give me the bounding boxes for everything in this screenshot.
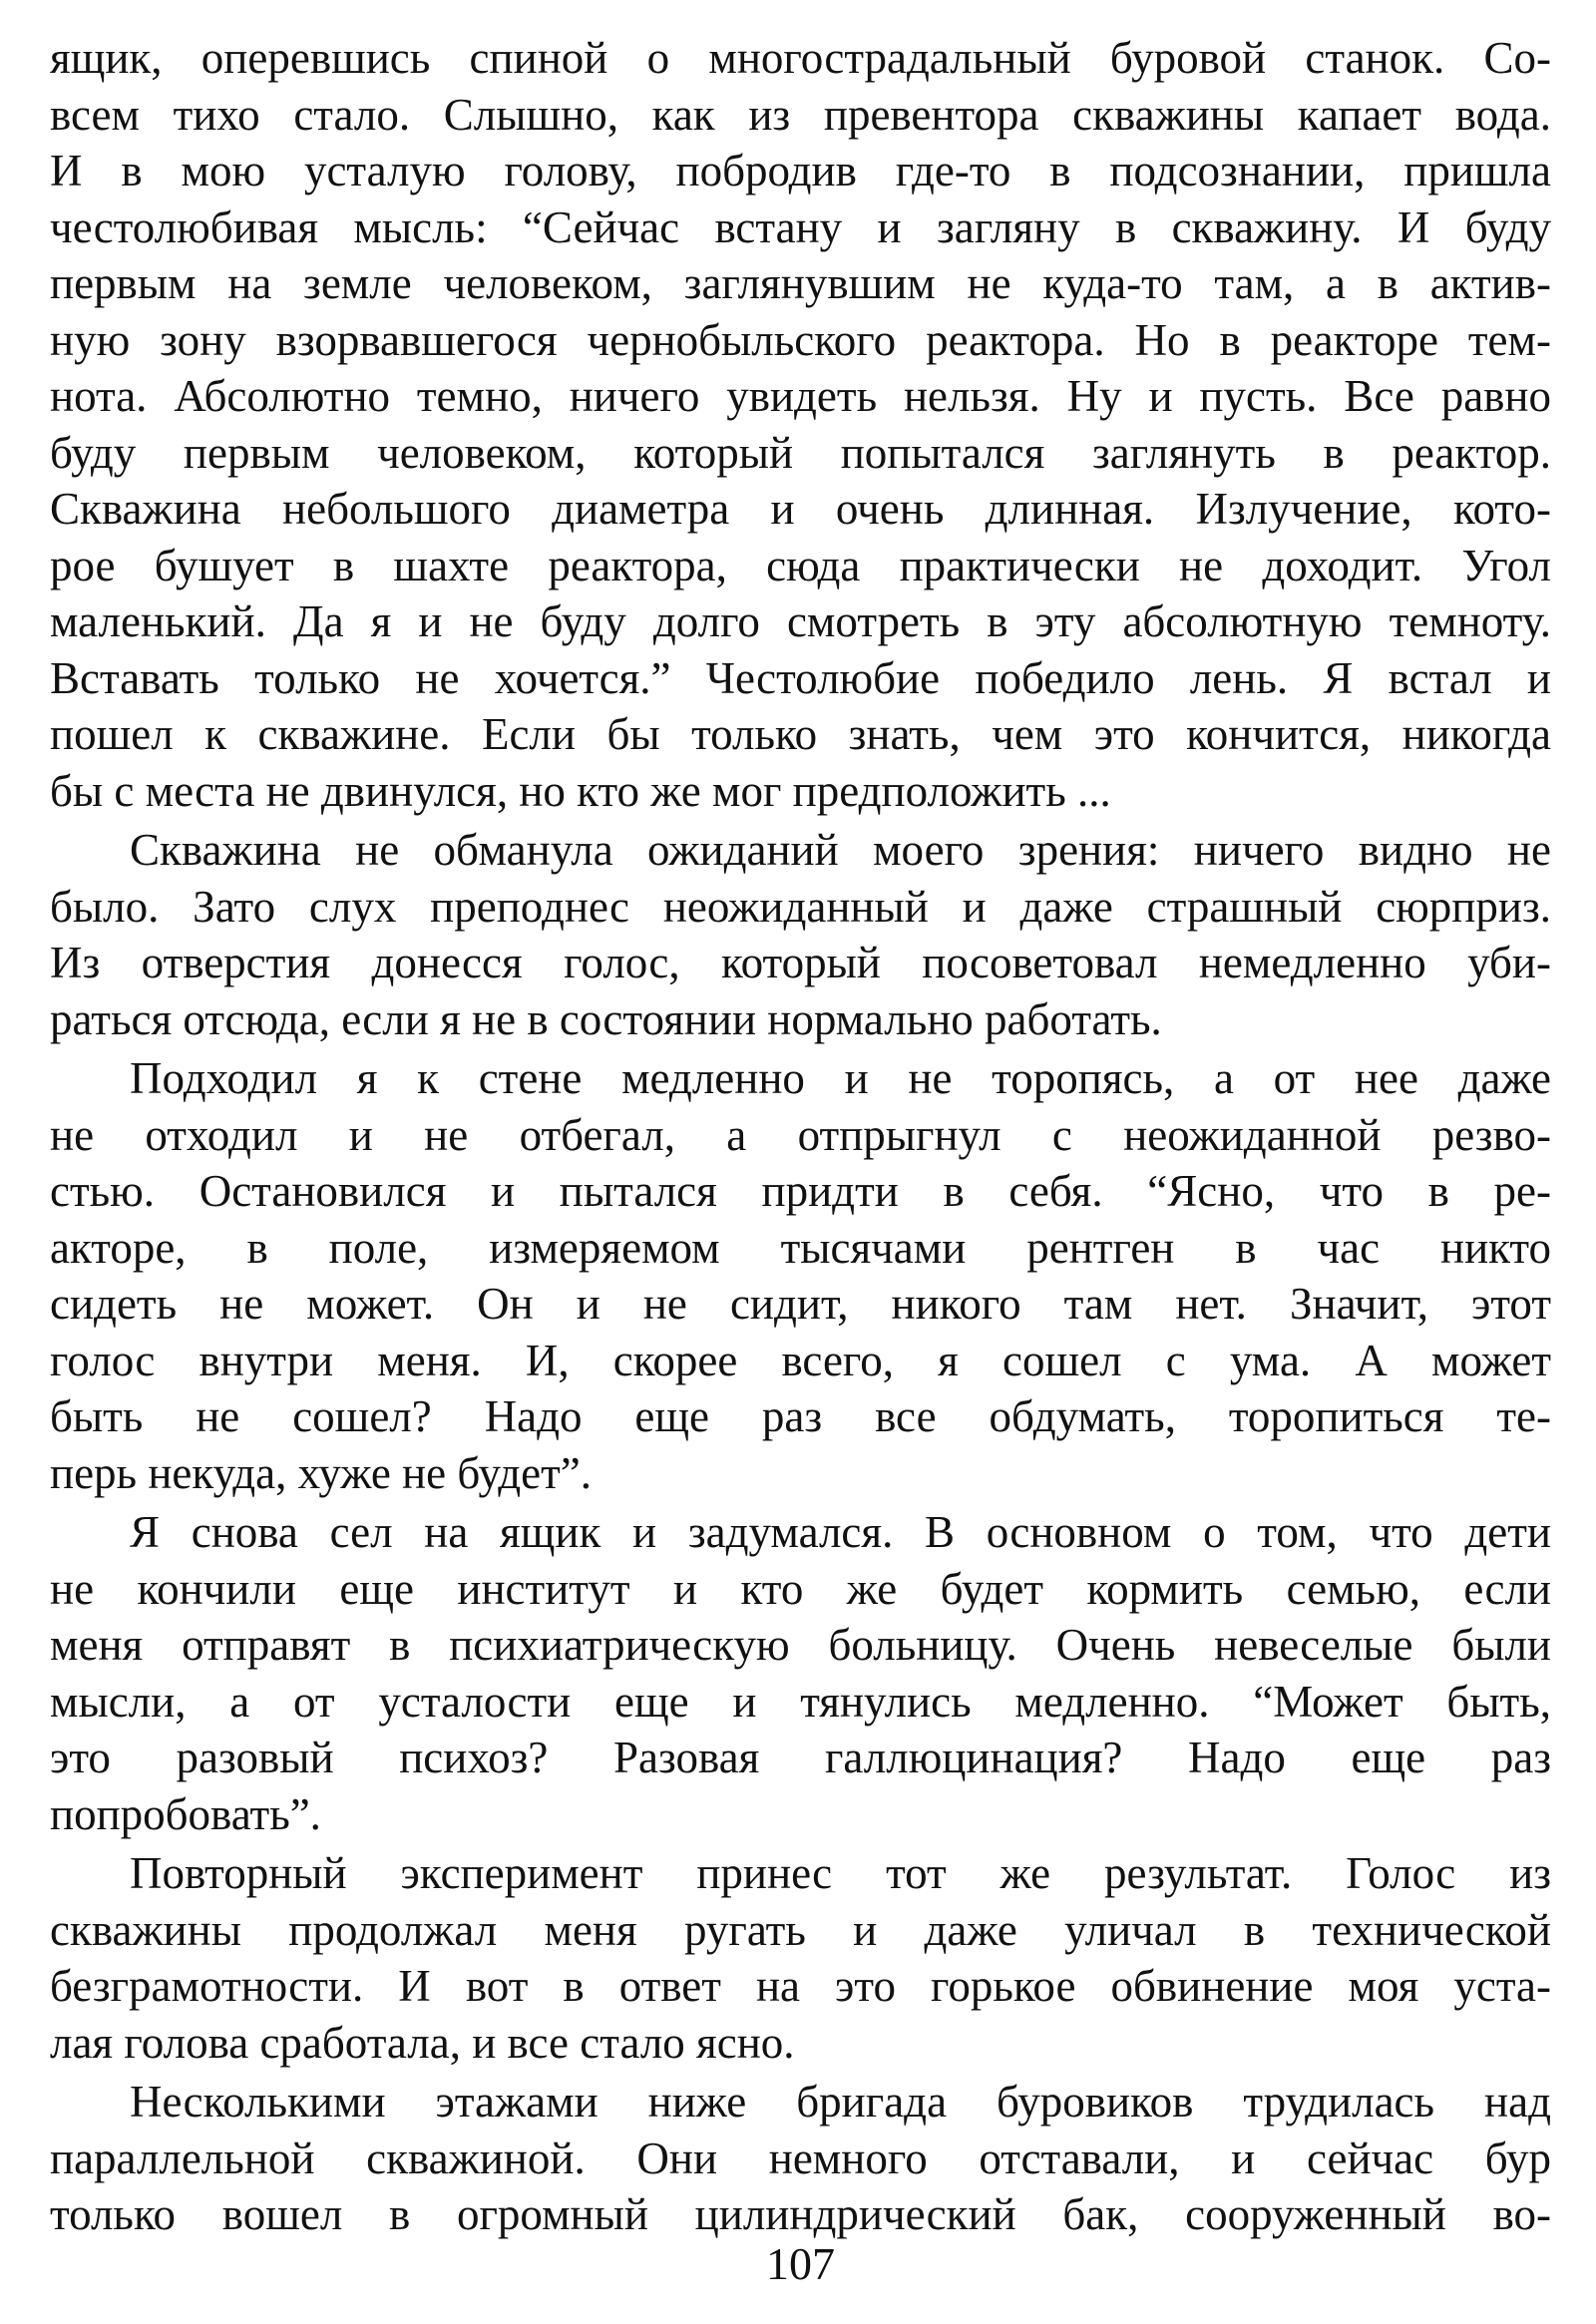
text-line: не отходил и не отбегал, а отпрыгнул с неожиданной резво- — [50, 1109, 1551, 1160]
text-line: не кончили еще институт и кто же будет кормить семью, если — [50, 1563, 1551, 1614]
text-line: Подходил я к стене медленно и не торопясь, а от нее даже — [130, 1053, 1551, 1103]
text-line: было. Зато слух преподнес неожиданный и даже страшный сюрприз. — [50, 881, 1551, 932]
text-line: параллельной скважиной. Они немного отставали, и сейчас бур — [50, 2132, 1551, 2183]
text-line: Я снова сел на ящик и задумался. В основном о том, что дети — [130, 1507, 1551, 1557]
text-line: лая голова сработала, и все стало ясно. — [50, 2017, 795, 2068]
text-line: попробовать”. — [50, 1788, 321, 1839]
paragraph — [50, 822, 1551, 1047]
text-line: меня отправят в психиатрическую больницу. Очень невеселые были — [50, 1620, 1551, 1670]
text-line: Из отверстия донесся голос, который посоветовал немедленно уби- — [50, 938, 1551, 987]
text-line: только вошел в огромный цилиндрический бак, сооруженный во- — [50, 2189, 1551, 2239]
text-line: голос внутри меня. И, скорее всего, я сошел с ума. А может — [50, 1335, 1551, 1385]
text-line: скважины продолжал меня ругать и даже уличал в технической — [50, 1904, 1551, 1955]
paragraph — [50, 30, 1551, 819]
paragraph — [50, 1504, 1551, 1842]
text-line: пошел к скважине. Если бы только знать, чем это кончится, никогда — [50, 709, 1551, 759]
text-line: сидеть не может. Он и не сидит, никого там нет. Значит, этот — [50, 1279, 1551, 1329]
text-line: первым на земле человеком, заглянувшим не куда-то там, а в актив- — [50, 258, 1551, 308]
text-line: честолюбивая мысль: “Сейчас встану и загляну в скважину. И буду — [50, 201, 1551, 252]
page-body-text — [50, 30, 1551, 2243]
text-line: всем тихо стало. Слышно, как из превентора скважины капает вода. — [50, 89, 1551, 140]
paragraph — [50, 1050, 1551, 1501]
text-line: маленький. Да я и не буду долго смотреть в эту абсолютную темноту. — [50, 596, 1551, 646]
page-number: 107 — [766, 2238, 835, 2289]
text-line: это разовый психоз? Разовая галлюцинация? Надо еще раз — [50, 1733, 1551, 1782]
text-line: буду первым человеком, который попытался заглянуть в реактор. — [50, 427, 1551, 478]
text-line: быть не сошел? Надо еще раз все обдумать, торопиться те- — [50, 1391, 1551, 1441]
book-page — [50, 30, 1551, 2304]
text-line: раться отсюда, если я не в состоянии нормально работать. — [50, 993, 1162, 1044]
text-line: Вставать только не хочется.” Честолюбие победило лень. Я встал и — [50, 652, 1551, 703]
text-line: ящик, оперевшись спиной о многострадальный буровой станок. Со- — [50, 33, 1551, 83]
paragraph — [50, 2074, 1551, 2243]
text-line: Скважина небольшого диаметра и очень длинная. Излучение, кото- — [50, 484, 1551, 534]
text-line: мысли, а от усталости еще и тянулись медленно. “Может быть, — [50, 1676, 1551, 1727]
text-line: безграмотности. И вот в ответ на это горькое обвинение моя уста- — [50, 1961, 1551, 2011]
text-line: ную зону взорвавшегося чернобыльского реактора. Но в реакторе тем- — [50, 314, 1551, 365]
text-line: Скважина не обманула ожиданий моего зрения: ничего видно не — [130, 825, 1551, 875]
text-line: нота. Абсолютно темно, ничего увидеть нельзя. Ну и пусть. Все равно — [50, 371, 1551, 421]
text-line: Несколькими этажами ниже бригада буровиков трудилась над — [130, 2077, 1551, 2127]
text-line: рое бушует в шахте реактора, сюда практически не доходит. Угол — [50, 540, 1551, 590]
paragraph — [50, 1845, 1551, 2071]
text-line: И в мою усталую голову, побродив где-то в подсознании, пришла — [50, 146, 1551, 195]
text-line: акторе, в поле, измеряемом тысячами рентген в час никто — [50, 1222, 1551, 1273]
text-line: Повторный эксперимент принес тот же результат. Голос из — [130, 1848, 1551, 1898]
text-line: стью. Остановился и пытался придти в себя. “Ясно, что в ре- — [50, 1166, 1551, 1216]
text-line: бы с места не двинулся, но кто же мог предположить ... — [50, 765, 1111, 816]
text-line: перь некуда, хуже не будет”. — [50, 1447, 592, 1498]
